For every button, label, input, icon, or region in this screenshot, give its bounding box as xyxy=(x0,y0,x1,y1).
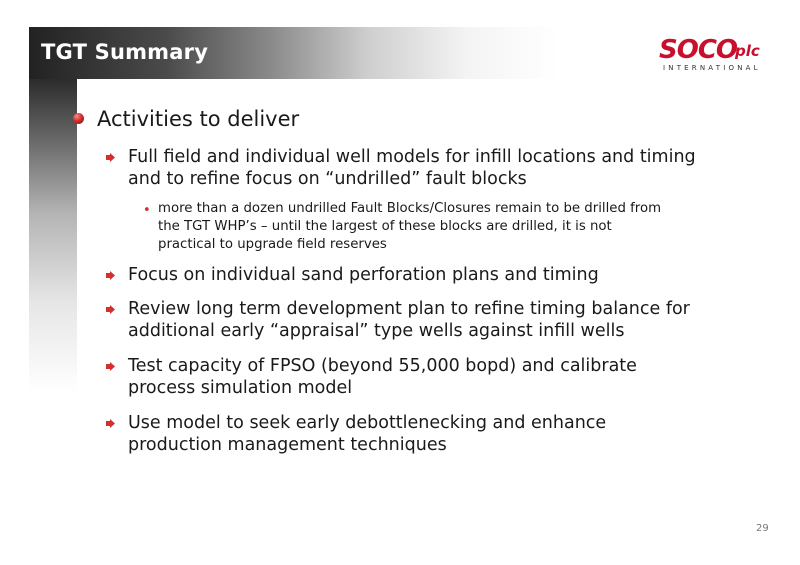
item-line: Review long term development plan to refine timing balance for xyxy=(128,299,690,319)
logo-suffix: plc xyxy=(735,42,760,60)
slide-title: TGT Summary xyxy=(41,40,209,64)
item-line: process simulation model xyxy=(128,378,353,398)
slide xyxy=(29,27,785,534)
company-logo xyxy=(659,37,769,73)
logo-wordmark: SOCO xyxy=(659,35,738,65)
logo-subtitle: INTERNATIONAL xyxy=(663,64,761,72)
item-line: Test capacity of FPSO (beyond 55,000 bopd) and calibrate xyxy=(128,356,637,376)
item-line: Use model to seek early debottlenecking and enhance xyxy=(128,413,607,433)
title-bar xyxy=(29,27,785,79)
item-line: Full field and individual well models for infill locations and timing xyxy=(128,147,696,167)
list-item xyxy=(128,412,758,456)
sub-list-item xyxy=(143,200,758,254)
arrow-bullet-icon xyxy=(106,271,115,280)
arrow-bullet-icon xyxy=(106,419,115,428)
page-number: 29 xyxy=(756,523,769,534)
list-item xyxy=(128,355,758,399)
arrow-bullet-icon xyxy=(106,362,115,371)
list-item xyxy=(128,298,758,342)
round-bullet-icon xyxy=(73,113,84,124)
sub-item-line: the TGT WHP’s – until the largest of these blocks are drilled, it is not xyxy=(158,219,612,234)
sub-item-line: more than a dozen undrilled Fault Blocks/Closures remain to be drilled from xyxy=(158,201,662,216)
sub-item-line: practical to upgrade field reserves xyxy=(158,237,387,252)
list-item xyxy=(128,264,758,286)
arrow-bullet-icon xyxy=(106,153,115,162)
item-line: production management techniques xyxy=(128,435,447,455)
dot-bullet-icon: • xyxy=(143,203,151,218)
arrow-bullet-icon xyxy=(106,305,115,314)
heading-text: Activities to deliver xyxy=(97,107,300,131)
list-item xyxy=(128,146,758,190)
item-line: Focus on individual sand perforation plans and timing xyxy=(128,265,599,285)
side-gradient-bar xyxy=(29,79,77,527)
item-line: additional early “appraisal” type wells against infill wells xyxy=(128,321,625,341)
item-line: and to refine focus on “undrilled” fault blocks xyxy=(128,169,527,189)
heading-bullet xyxy=(97,107,757,131)
